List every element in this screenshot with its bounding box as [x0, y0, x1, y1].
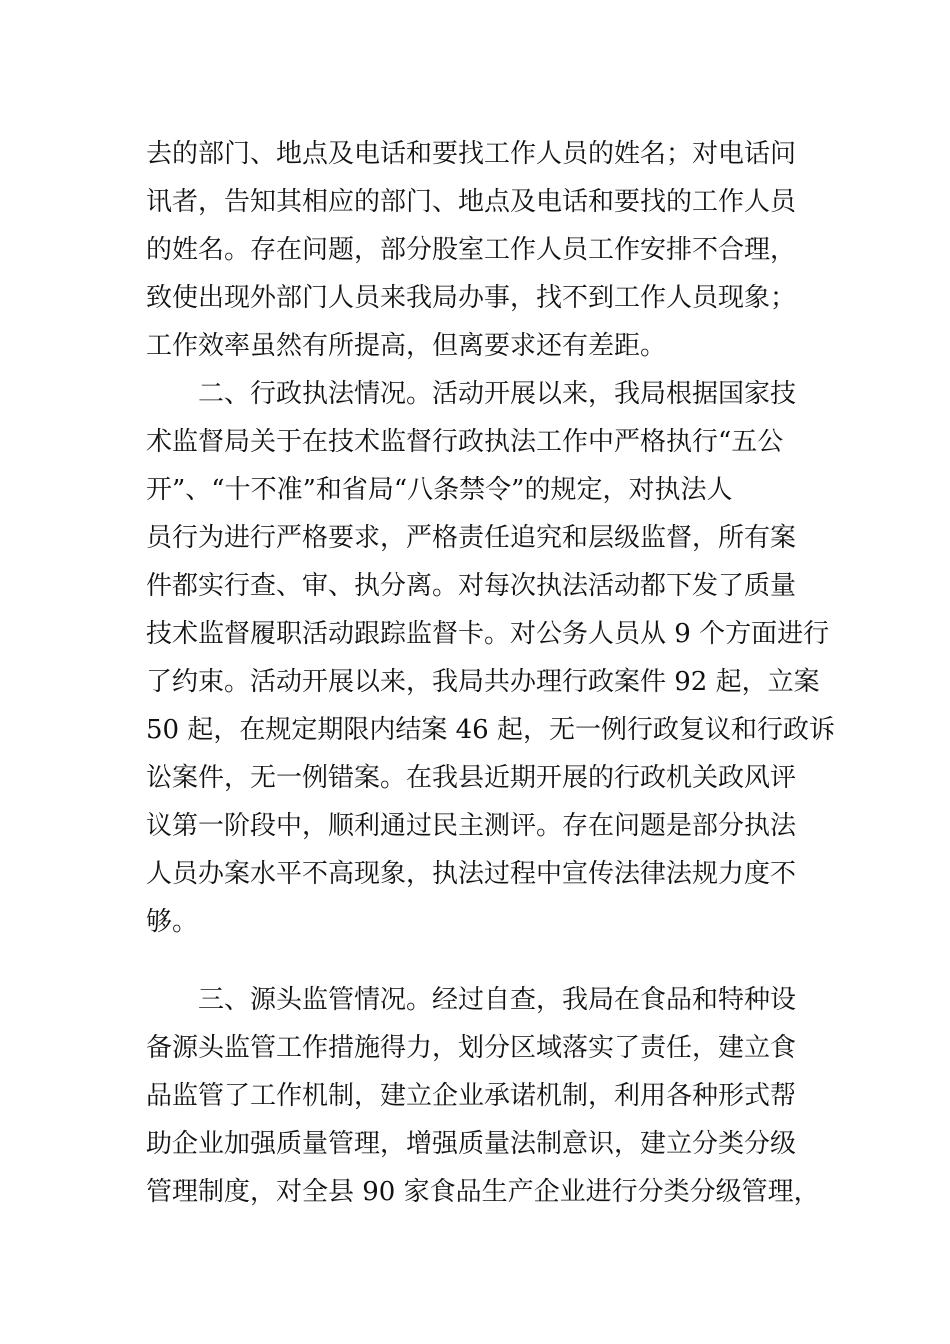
paragraph-spacer	[146, 946, 808, 976]
paragraph-line: 工作效率虽然有所提高，但离要求还有差距。	[146, 331, 667, 361]
paragraph-line: 人员办案水平不高现象，执法过程中宣传法律法规力度不	[146, 859, 797, 889]
paragraph-line: 开”、“十不准”和省局“八条禁令”的规定，对执法人	[146, 475, 733, 505]
paragraph-line: 致使出现外部门人员来我局办事，找不到工作人员现象；	[146, 283, 797, 313]
paragraph-line: 技术监督履职活动跟踪监督卡。对公务人员从 9 个方面进行	[146, 619, 830, 649]
paragraph-line: 的姓名。存在问题，部分股室工作人员工作安排不合理，	[146, 235, 797, 265]
document-body	[146, 130, 835, 1216]
paragraph-line: 备源头监管工作措施得力，划分区域落实了责任，建立食	[146, 1033, 797, 1063]
paragraph-2-law-enforcement	[146, 370, 835, 946]
paragraph-line: 管理制度，对全县 90 家食品生产企业进行分类分级管理，	[146, 1177, 820, 1207]
paragraph-line: 了约束。活动开展以来，我局共办理行政案件 92 起，立案	[146, 667, 820, 697]
paragraph-line: 品监管了工作机制，建立企业承诺机制，利用各种形式帮	[146, 1081, 797, 1111]
paragraph-3-source-supervision	[146, 976, 820, 1216]
paragraph-line: 助企业加强质量管理，增强质量法制意识，建立分类分级	[146, 1129, 797, 1159]
paragraph-line: 三、源头监管情况。经过自查，我局在食品和特种设	[146, 985, 797, 1015]
paragraph-line: 员行为进行严格要求，严格责任追究和层级监督，所有案	[146, 523, 797, 553]
paragraph-line: 够。	[146, 907, 199, 937]
paragraph-line: 术监督局关于在技术监督行政执法工作中严格执行“五公	[146, 427, 784, 457]
paragraph-1	[146, 130, 808, 370]
paragraph-line: 50 起，在规定期限内结案 46 起，无一例行政复议和行政诉	[146, 715, 835, 745]
paragraph-line: 件都实行查、审、执分离。对每次执法活动都下发了质量	[146, 571, 797, 601]
paragraph-line: 讼案件，无一例错案。在我县近期开展的行政机关政风评	[146, 763, 797, 793]
paragraph-line: 讯者，告知其相应的部门、地点及电话和要找的工作人员	[146, 187, 797, 217]
paragraph-line: 二、行政执法情况。活动开展以来，我局根据国家技	[146, 379, 797, 409]
paragraph-line: 去的部门、地点及电话和要找工作人员的姓名；对电话问	[146, 139, 797, 169]
paragraph-line: 议第一阶段中，顺利通过民主测评。存在问题是部分执法	[146, 811, 797, 841]
